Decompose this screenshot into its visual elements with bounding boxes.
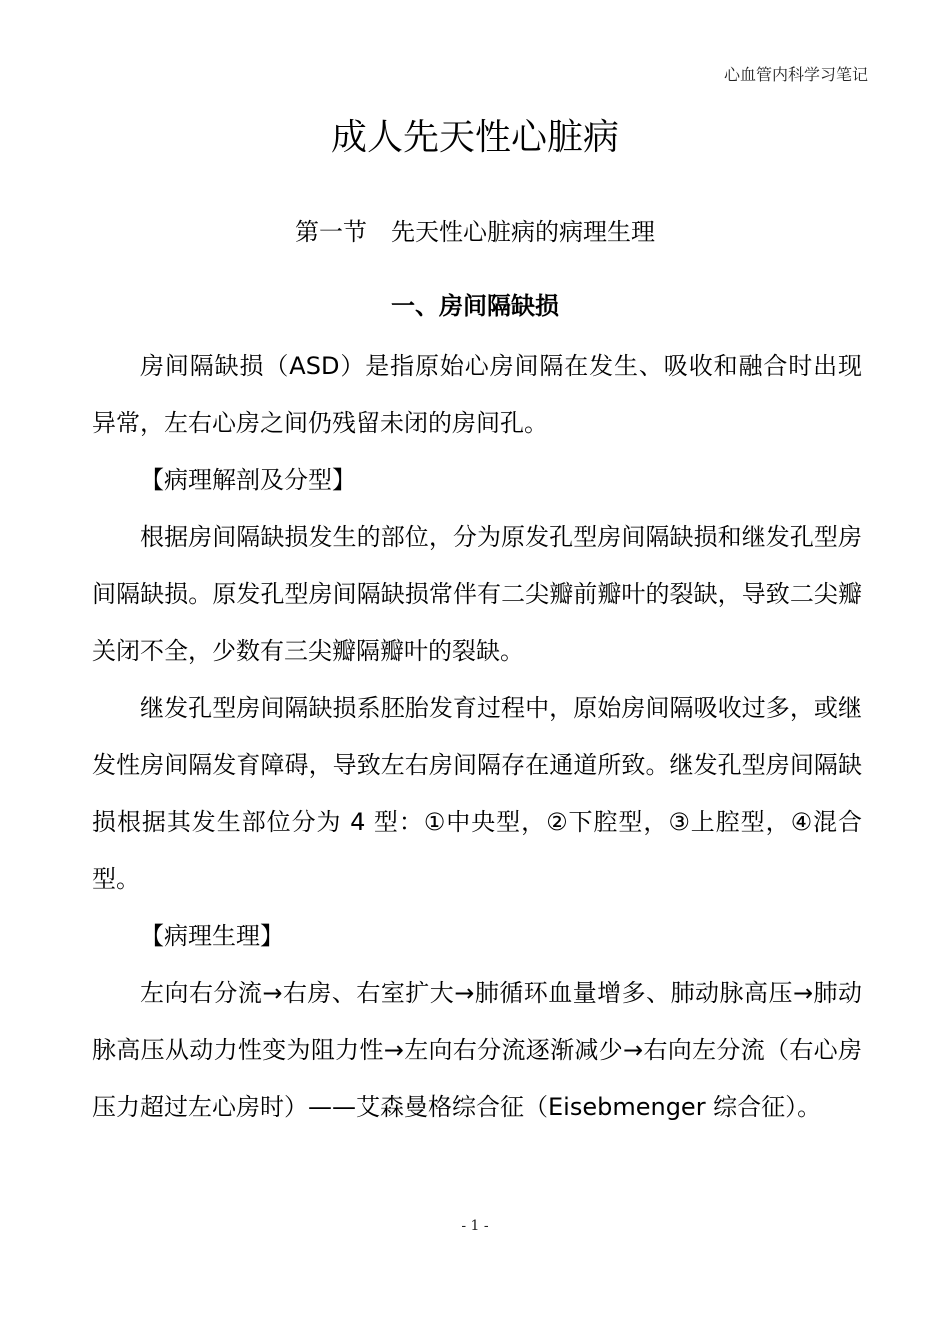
subsection-title: 一、房间隔缺损 (391, 292, 559, 320)
paragraph-classification: 根据房间隔缺损发生的部位，分为原发孔型房间隔缺损和继发孔型房间隔缺损。原发孔型房间隔缺损常伴有二尖瓣前瓣叶的裂缺，导致二尖瓣关闭不全，少数有三尖瓣隔瓣叶的裂缺。 (92, 523, 862, 665)
page-number: - 1 - (461, 1218, 489, 1234)
paragraph-shunt-progression: 左向右分流→右房、右室扩大→肺循环血量增多、肺动脉高压→肺动脉高压从动力性变为阻力性→左向右分流逐渐减少→右向左分流（右心房压力超过左心房时）——艾森曼格综合征（Eisebmenger 综合征）。 (92, 979, 862, 1121)
section-title: 第一节 先天性心脏病的病理生理 (295, 218, 655, 246)
body-text (92, 338, 862, 1136)
heading-pathological-anatomy: 【病理解剖及分型】 (140, 466, 356, 494)
running-header: 心血管内科学习笔记 (723, 65, 868, 84)
heading-pathophysiology: 【病理生理】 (140, 922, 284, 950)
paragraph-asd-definition: 房间隔缺损（ASD）是指原始心房间隔在发生、吸收和融合时出现异常，左右心房之间仍残留未闭的房间孔。 (92, 352, 862, 437)
document-title: 成人先天性心脏病 (330, 117, 619, 158)
paragraph-secundum-type: 继发孔型房间隔缺损系胚胎发育过程中，原始房间隔吸收过多，或继发性房间隔发育障碍，导致左右房间隔存在通道所致。继发孔型房间隔缺损根据其发生部位分为 4 型：①中央型，②下腔型，③上腔型，④混合型。 (92, 694, 862, 893)
